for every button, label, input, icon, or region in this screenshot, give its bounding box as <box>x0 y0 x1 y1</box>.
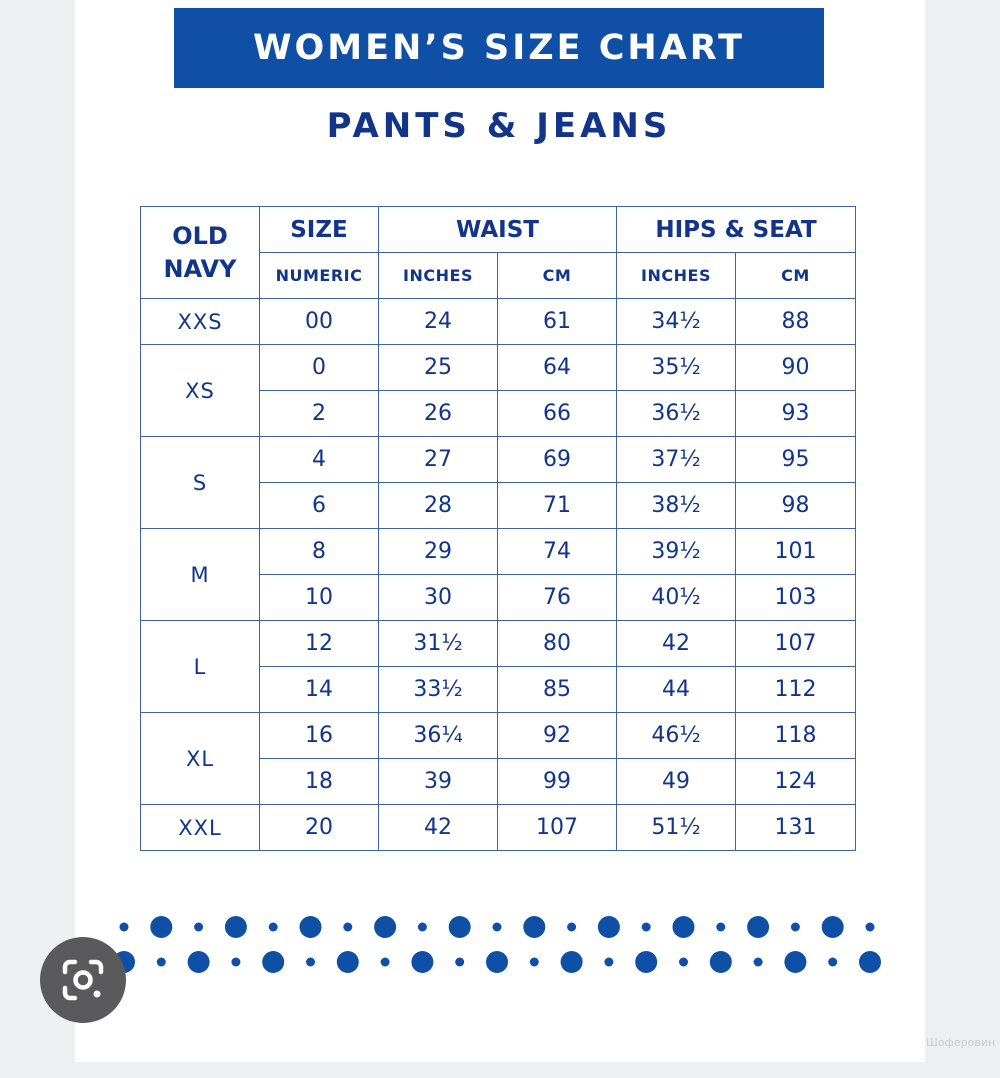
pattern-dot <box>673 916 695 938</box>
numeric-cell: 16 <box>260 713 379 759</box>
waist-cm-cell: 99 <box>498 759 617 805</box>
numeric-cell: 4 <box>260 437 379 483</box>
pattern-dot <box>120 923 129 932</box>
pattern-dot <box>859 951 881 973</box>
pattern-dot <box>337 951 359 973</box>
waist-cm-cell: 107 <box>498 805 617 851</box>
hips-inches-cell: 42 <box>617 621 736 667</box>
pattern-dot <box>374 916 396 938</box>
waist-cm-cell: 85 <box>498 667 617 713</box>
google-lens-icon <box>60 957 106 1003</box>
dot-pattern <box>0 900 1000 980</box>
hips-cm-subheader: CM <box>736 253 856 299</box>
hips-inches-cell: 39½ <box>617 529 736 575</box>
waist-cm-cell: 74 <box>498 529 617 575</box>
pattern-dot <box>754 958 763 967</box>
hips-inches-cell: 38½ <box>617 483 736 529</box>
waist-cm-subheader: CM <box>498 253 617 299</box>
waist-header: WAIST <box>379 207 617 253</box>
pattern-dot <box>157 958 166 967</box>
numeric-cell: 0 <box>260 345 379 391</box>
waist-inches-cell: 30 <box>379 575 498 621</box>
numeric-cell: 20 <box>260 805 379 851</box>
waist-cm-cell: 69 <box>498 437 617 483</box>
waist-inches-cell: 25 <box>379 345 498 391</box>
waist-inches-cell: 27 <box>379 437 498 483</box>
pattern-dot <box>306 958 315 967</box>
pattern-dot <box>642 923 651 932</box>
waist-inches-cell: 39 <box>379 759 498 805</box>
size-table <box>140 206 856 851</box>
waist-inches-cell: 36¼ <box>379 713 498 759</box>
pattern-dot <box>710 951 732 973</box>
size-label-cell: M <box>141 529 260 621</box>
hips-inches-cell: 34½ <box>617 299 736 345</box>
size-label-cell: L <box>141 621 260 713</box>
hips-cm-cell: 88 <box>736 299 856 345</box>
hips-inches-cell: 46½ <box>617 713 736 759</box>
waist-inches-cell: 28 <box>379 483 498 529</box>
size-label-cell: XXS <box>141 299 260 345</box>
numeric-cell: 18 <box>260 759 379 805</box>
pattern-dot <box>598 916 620 938</box>
hips-inches-cell: 36½ <box>617 391 736 437</box>
hips-cm-cell: 101 <box>736 529 856 575</box>
numeric-subheader: NUMERIC <box>260 253 379 299</box>
numeric-cell: 8 <box>260 529 379 575</box>
pattern-dot <box>381 958 390 967</box>
pattern-dot <box>635 951 657 973</box>
waist-cm-cell: 66 <box>498 391 617 437</box>
pattern-dot <box>194 923 203 932</box>
numeric-cell: 14 <box>260 667 379 713</box>
hips-cm-cell: 90 <box>736 345 856 391</box>
size-label-cell: XL <box>141 713 260 805</box>
waist-inches-cell: 26 <box>379 391 498 437</box>
brand-line-1: OLD <box>172 221 228 250</box>
numeric-cell: 2 <box>260 391 379 437</box>
table-row <box>141 713 856 759</box>
pattern-dot <box>449 916 471 938</box>
hips-seat-header: HIPS & SEAT <box>617 207 856 253</box>
pattern-dot <box>828 958 837 967</box>
pattern-dot <box>822 916 844 938</box>
waist-cm-cell: 92 <box>498 713 617 759</box>
waist-cm-cell: 76 <box>498 575 617 621</box>
waist-cm-cell: 80 <box>498 621 617 667</box>
pattern-dot <box>262 951 284 973</box>
pattern-dot <box>530 958 539 967</box>
size-header: SIZE <box>260 207 379 253</box>
pattern-dot <box>561 951 583 973</box>
pattern-dot <box>523 916 545 938</box>
hips-inches-cell: 37½ <box>617 437 736 483</box>
pattern-dot <box>300 916 322 938</box>
hips-inches-cell: 40½ <box>617 575 736 621</box>
table-row <box>141 345 856 391</box>
watermark-text: Шоферовин <box>926 1036 996 1049</box>
size-label-cell: XS <box>141 345 260 437</box>
pattern-dot <box>225 916 247 938</box>
pattern-dot <box>418 923 427 932</box>
pattern-dot <box>493 923 502 932</box>
waist-inches-cell: 33½ <box>379 667 498 713</box>
table-row <box>141 805 856 851</box>
pattern-dot <box>604 958 613 967</box>
pattern-dot <box>486 951 508 973</box>
numeric-cell: 00 <box>260 299 379 345</box>
hips-cm-cell: 112 <box>736 667 856 713</box>
pattern-dot <box>150 916 172 938</box>
waist-cm-cell: 61 <box>498 299 617 345</box>
waist-cm-cell: 64 <box>498 345 617 391</box>
waist-inches-cell: 24 <box>379 299 498 345</box>
pattern-dot <box>679 958 688 967</box>
hips-inches-cell: 44 <box>617 667 736 713</box>
hips-cm-cell: 95 <box>736 437 856 483</box>
pattern-dot <box>411 951 433 973</box>
pattern-dot <box>455 958 464 967</box>
waist-inches-cell: 29 <box>379 529 498 575</box>
hips-cm-cell: 118 <box>736 713 856 759</box>
pattern-dot <box>791 923 800 932</box>
size-label-cell: XXL <box>141 805 260 851</box>
chart-title-banner <box>174 8 824 88</box>
waist-inches-cell: 42 <box>379 805 498 851</box>
pattern-dot <box>231 958 240 967</box>
hips-cm-cell: 124 <box>736 759 856 805</box>
pattern-dot <box>784 951 806 973</box>
chart-subtitle: PANTS & JEANS <box>326 106 672 146</box>
numeric-cell: 12 <box>260 621 379 667</box>
hips-inches-cell: 35½ <box>617 345 736 391</box>
hips-inches-cell: 51½ <box>617 805 736 851</box>
pattern-dot <box>188 951 210 973</box>
google-lens-button[interactable] <box>40 937 126 1023</box>
pattern-dot <box>866 923 875 932</box>
brand-line-2: NAVY <box>163 254 237 283</box>
hips-cm-cell: 103 <box>736 575 856 621</box>
table-row <box>141 437 856 483</box>
pattern-dot <box>567 923 576 932</box>
waist-inches-cell: 31½ <box>379 621 498 667</box>
table-row <box>141 621 856 667</box>
hips-cm-cell: 98 <box>736 483 856 529</box>
hips-inches-cell: 49 <box>617 759 736 805</box>
waist-inches-subheader: INCHES <box>379 253 498 299</box>
brand-header <box>141 207 260 299</box>
chart-title: WOMEN’S SIZE CHART <box>252 28 746 68</box>
size-label-cell: S <box>141 437 260 529</box>
pattern-dot <box>747 916 769 938</box>
table-row <box>141 529 856 575</box>
numeric-cell: 10 <box>260 575 379 621</box>
hips-inches-subheader: INCHES <box>617 253 736 299</box>
waist-cm-cell: 71 <box>498 483 617 529</box>
hips-cm-cell: 107 <box>736 621 856 667</box>
table-header-row <box>141 207 856 253</box>
numeric-cell: 6 <box>260 483 379 529</box>
pattern-dot <box>269 923 278 932</box>
hips-cm-cell: 93 <box>736 391 856 437</box>
pattern-dot <box>716 923 725 932</box>
hips-cm-cell: 131 <box>736 805 856 851</box>
table-row <box>141 299 856 345</box>
pattern-dot <box>343 923 352 932</box>
